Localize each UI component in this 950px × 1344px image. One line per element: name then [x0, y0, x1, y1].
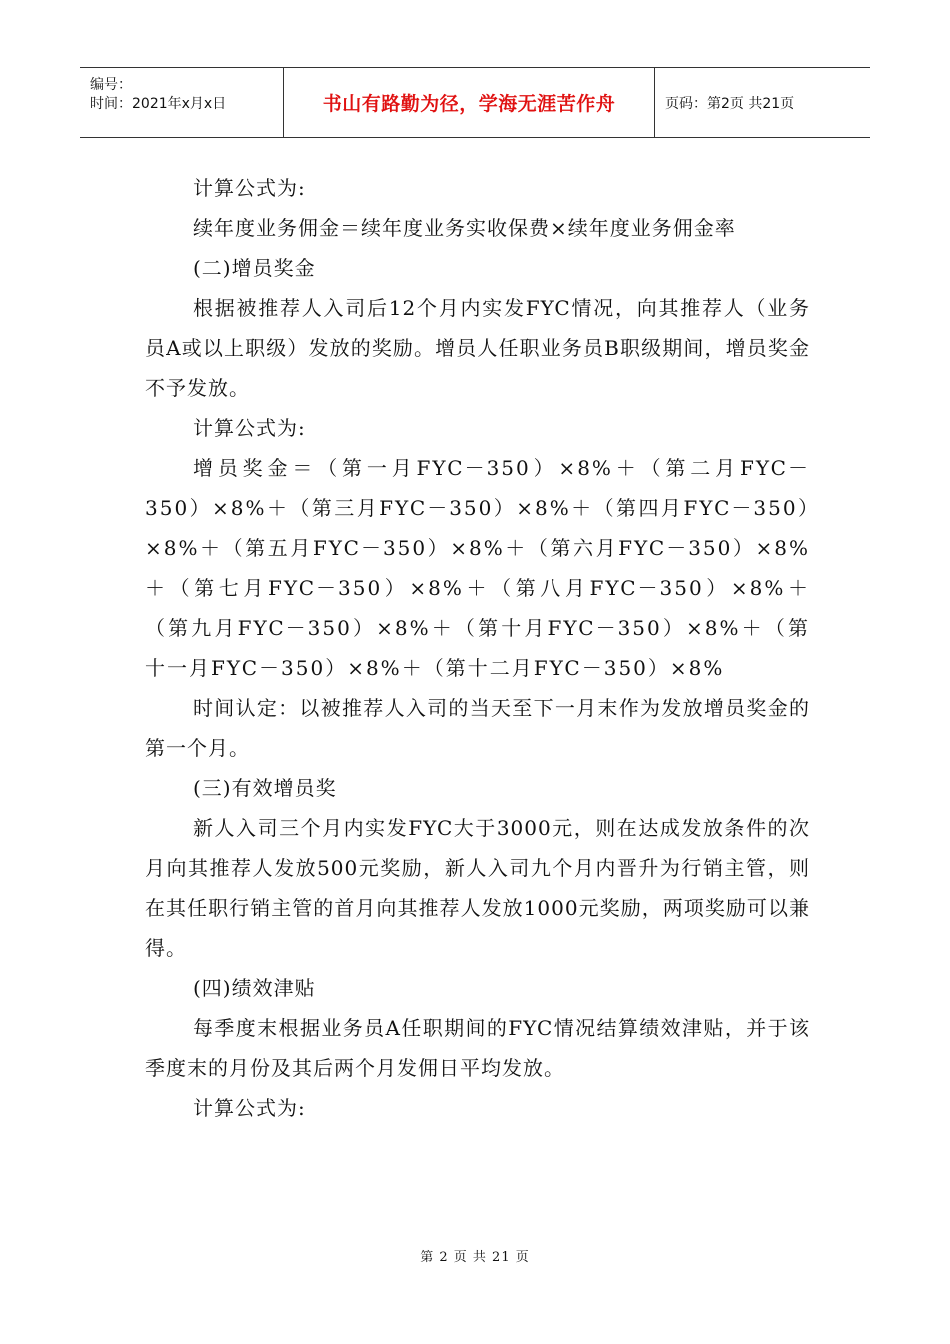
paragraph: 计算公式为: — [193, 176, 306, 200]
document-body — [145, 168, 810, 1128]
document-header — [80, 67, 870, 138]
paragraph: 时间认定：以被推荐人入司的当天至下一月末作为发放增员奖金的第一个月。 — [145, 696, 810, 760]
section-heading: (二)增员奖金 — [193, 256, 316, 280]
header-motto-cell — [284, 68, 655, 137]
paragraph: 每季度末根据业务员A任职期间的FYC情况结算绩效津贴，并于该季度末的月份及其后两个月发佣日平均发放。 — [145, 1016, 810, 1080]
paragraph: 计算公式为: — [193, 1096, 306, 1120]
motto-text: 书山有路勤为径，学海无涯苦作舟 — [322, 93, 616, 115]
header-meta-cell — [80, 68, 284, 137]
paragraph: 根据被推荐人入司后12个月内实发FYC情况，向其推荐人（业务员A或以上职级）发放的奖励。增员人任职业务员B职级期间，增员奖金不予发放。 — [145, 296, 810, 400]
time-label: 时间：2021年x月x日 — [90, 96, 227, 112]
page-info: 页码：第2页 共21页 — [665, 95, 795, 112]
page-footer: 第 2 页 共 21 页 — [420, 1250, 530, 1265]
paragraph: 续年度业务佣金＝续年度业务实收保费×续年度业务佣金率 — [193, 216, 736, 240]
number-label: 编号： — [90, 77, 132, 93]
section-heading: (四)绩效津贴 — [193, 976, 316, 1000]
header-page-cell — [655, 68, 870, 137]
section-heading: (三)有效增员奖 — [193, 776, 337, 800]
paragraph: 计算公式为: — [193, 416, 306, 440]
paragraph: 新人入司三个月内实发FYC大于3000元，则在达成发放条件的次月向其推荐人发放500元奖励，新人入司九个月内晋升为行销主管，则在其任职行销主管的首月向其推荐人发放1000元奖励，两项奖励可以兼得。 — [145, 816, 810, 960]
formula-paragraph: 增员奖金＝（第一月FYC－350）×8%＋（第二月FYC－350）×8%＋（第三月FYC－350）×8%＋（第四月FYC－350）×8%＋（第五月FYC－350）×8%＋（第六月FYC－350）×8%＋（第七月FYC－350）×8%＋（第八月FYC－350）×8%＋（第九月FYC－350）×8%＋（第十月FYC－350）×8%＋（第十一月FYC－350）×8%＋（第十二月FYC－350）×8% — [145, 456, 810, 680]
